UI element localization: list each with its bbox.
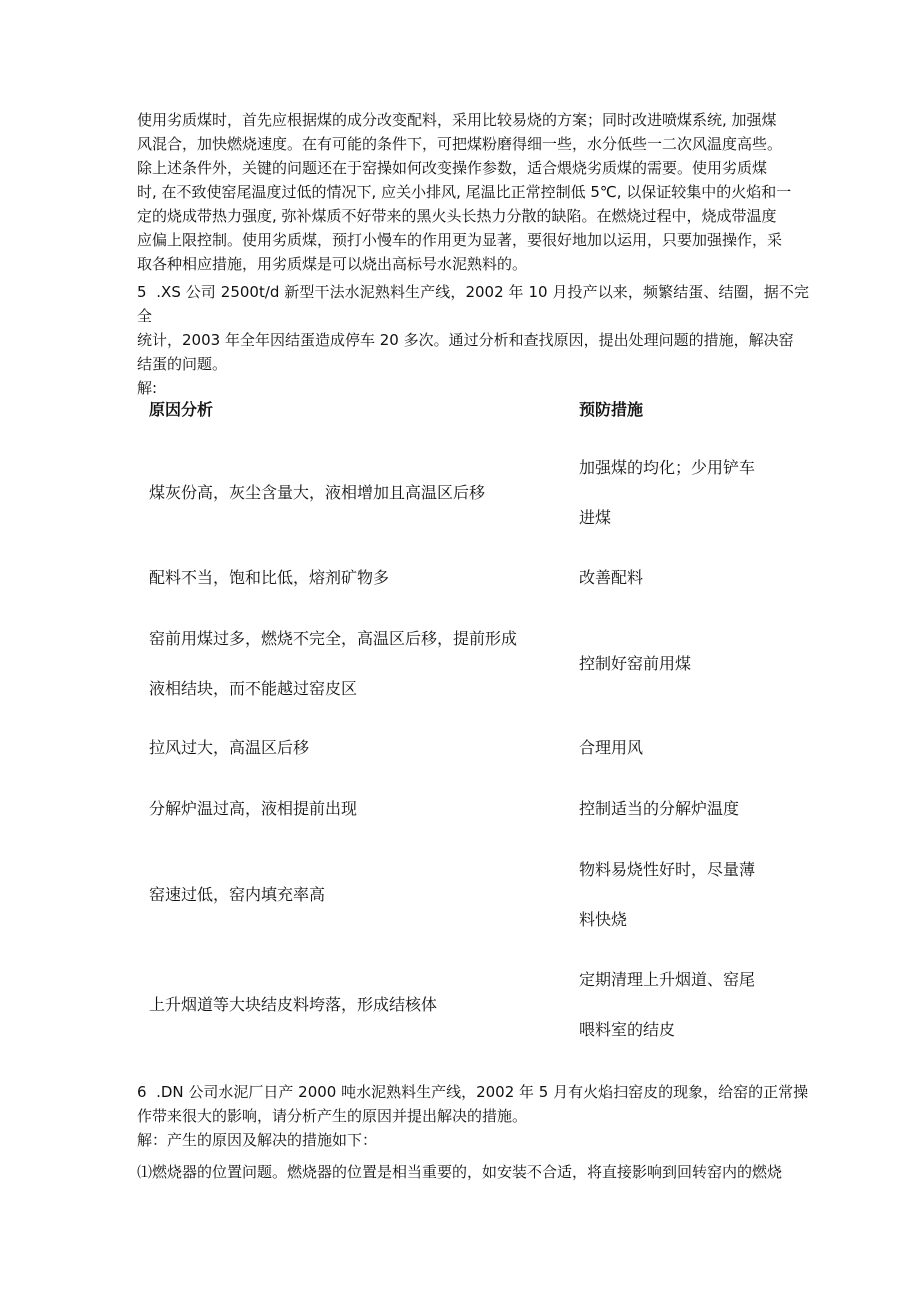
intro-paragraph bbox=[137, 108, 809, 276]
text-line: 应偏上限控制。使用劣质煤，预打小慢车的作用更为显著，要很好地加以运用，只要加强操作，采 bbox=[137, 231, 783, 249]
measure-cell bbox=[579, 955, 809, 1055]
measure-text: 喂料室的结皮 bbox=[579, 1020, 676, 1039]
text-line: 定的烧成带热力强度, 弥补煤质不好带来的黑火头长热力分散的缺陷。在燃烧过程中，烧成带温度 bbox=[137, 207, 777, 225]
measure-cell bbox=[579, 784, 809, 834]
text-line: 作带来很大的影响，请分析产生的原因并提出解决的措施。 bbox=[137, 1107, 528, 1125]
text-line: 时, 在不致使窑尾温度过低的情况下, 应关小排风, 尾温比正常控制低 5℃, 以保证较集中的火焰和一 bbox=[137, 183, 792, 201]
measure-cell bbox=[579, 443, 809, 543]
text-line: 5 .XS 公司 2500t/d 新型干法水泥熟料生产线，2002 年 10 月投产以来，频繁结蛋、结圈，据不完全 bbox=[137, 283, 809, 325]
measure-cell bbox=[579, 845, 809, 945]
measure-text: 进煤 bbox=[579, 508, 612, 527]
cause-text: 配料不当，饱和比低，熔剂矿物多 bbox=[149, 568, 390, 587]
table-header bbox=[0, 398, 920, 422]
measure-text: 改善配料 bbox=[579, 568, 644, 587]
measure-text: 合理用风 bbox=[579, 738, 644, 757]
table-row bbox=[0, 955, 920, 1055]
text-line: 使用劣质煤时，首先应根据煤的成分改变配料，采用比较易烧的方案；同时改进喷煤系统, 加强煤 bbox=[137, 111, 777, 129]
text-line: ⑴燃烧器的位置问题。燃烧器的位置是相当重要的，如安装不合适，将直接影响到回转窑内的燃烧 bbox=[137, 1163, 783, 1181]
measure-cell bbox=[579, 553, 809, 603]
cause-cell bbox=[149, 553, 559, 603]
table-row bbox=[0, 784, 920, 834]
cause-text: 煤灰份高，灰尘含量大，液相增加且高温区后移 bbox=[149, 483, 486, 502]
cause-cell bbox=[149, 614, 559, 714]
measure-text: 加强煤的均化；少用铲车 bbox=[579, 458, 756, 477]
text-line: 统计，2003 年全年因结蛋造成停车 20 多次。通过分析和查找原因，提出处理问题的措施，解决窑 bbox=[137, 331, 794, 349]
table-row bbox=[0, 553, 920, 603]
text-line: 6 .DN 公司水泥厂日产 2000 吨水泥熟料生产线，2002 年 5 月有火焰扫窑皮的现象，给窑的正常操 bbox=[137, 1083, 809, 1101]
cause-text: 液相结块，而不能越过窑皮区 bbox=[149, 679, 358, 698]
cause-text: 上升烟道等大块结皮料垮落，形成结核体 bbox=[149, 995, 438, 1014]
question-5 bbox=[137, 280, 809, 400]
measure-text: 定期清理上升烟道、窑尾 bbox=[579, 970, 756, 989]
cause-cell bbox=[149, 784, 559, 834]
measure-text: 料快烧 bbox=[579, 910, 628, 929]
answer-label: 解：产生的原因及解决的措施如下： bbox=[137, 1131, 378, 1149]
answer-label: 解: bbox=[137, 379, 158, 397]
cause-cell bbox=[149, 723, 559, 773]
cause-cell bbox=[149, 468, 559, 518]
text-line: 结蛋的问题。 bbox=[137, 355, 228, 373]
table-row bbox=[0, 443, 920, 543]
table-row bbox=[0, 614, 920, 714]
cause-cell bbox=[149, 870, 559, 920]
table-row bbox=[0, 723, 920, 773]
cause-text: 窑速过低，窑内填充率高 bbox=[149, 885, 326, 904]
cause-text: 分解炉温过高，液相提前出现 bbox=[149, 799, 358, 818]
table-row bbox=[0, 845, 920, 945]
measure-text: 控制好窑前用煤 bbox=[579, 654, 692, 673]
text-line: 风混合，加快燃烧速度。在有可能的条件下，可把煤粉磨得细一些，水分低些一二次风温度高些。 bbox=[137, 135, 783, 153]
text-line: 取各种相应措施，用劣质煤是可以烧出高标号水泥熟料的。 bbox=[137, 255, 528, 273]
measure-text: 物料易烧性好时，尽量薄 bbox=[579, 860, 756, 879]
cause-cell bbox=[149, 980, 559, 1030]
header-preventive-measures: 预防措施 bbox=[579, 400, 644, 419]
measure-cell bbox=[579, 639, 809, 689]
question-6 bbox=[137, 1080, 809, 1184]
measure-cell bbox=[579, 723, 809, 773]
text-line: 除上述条件外，关键的问题还在于窑操如何改变操作参数，适合煨烧劣质煤的需要。使用劣质煤 bbox=[137, 159, 768, 177]
header-cause-analysis: 原因分析 bbox=[149, 400, 214, 419]
cause-text: 拉风过大，高温区后移 bbox=[149, 738, 310, 757]
cause-text: 窑前用煤过多，燃烧不完全，高温区后移，提前形成 bbox=[149, 629, 518, 648]
measure-text: 控制适当的分解炉温度 bbox=[579, 799, 740, 818]
